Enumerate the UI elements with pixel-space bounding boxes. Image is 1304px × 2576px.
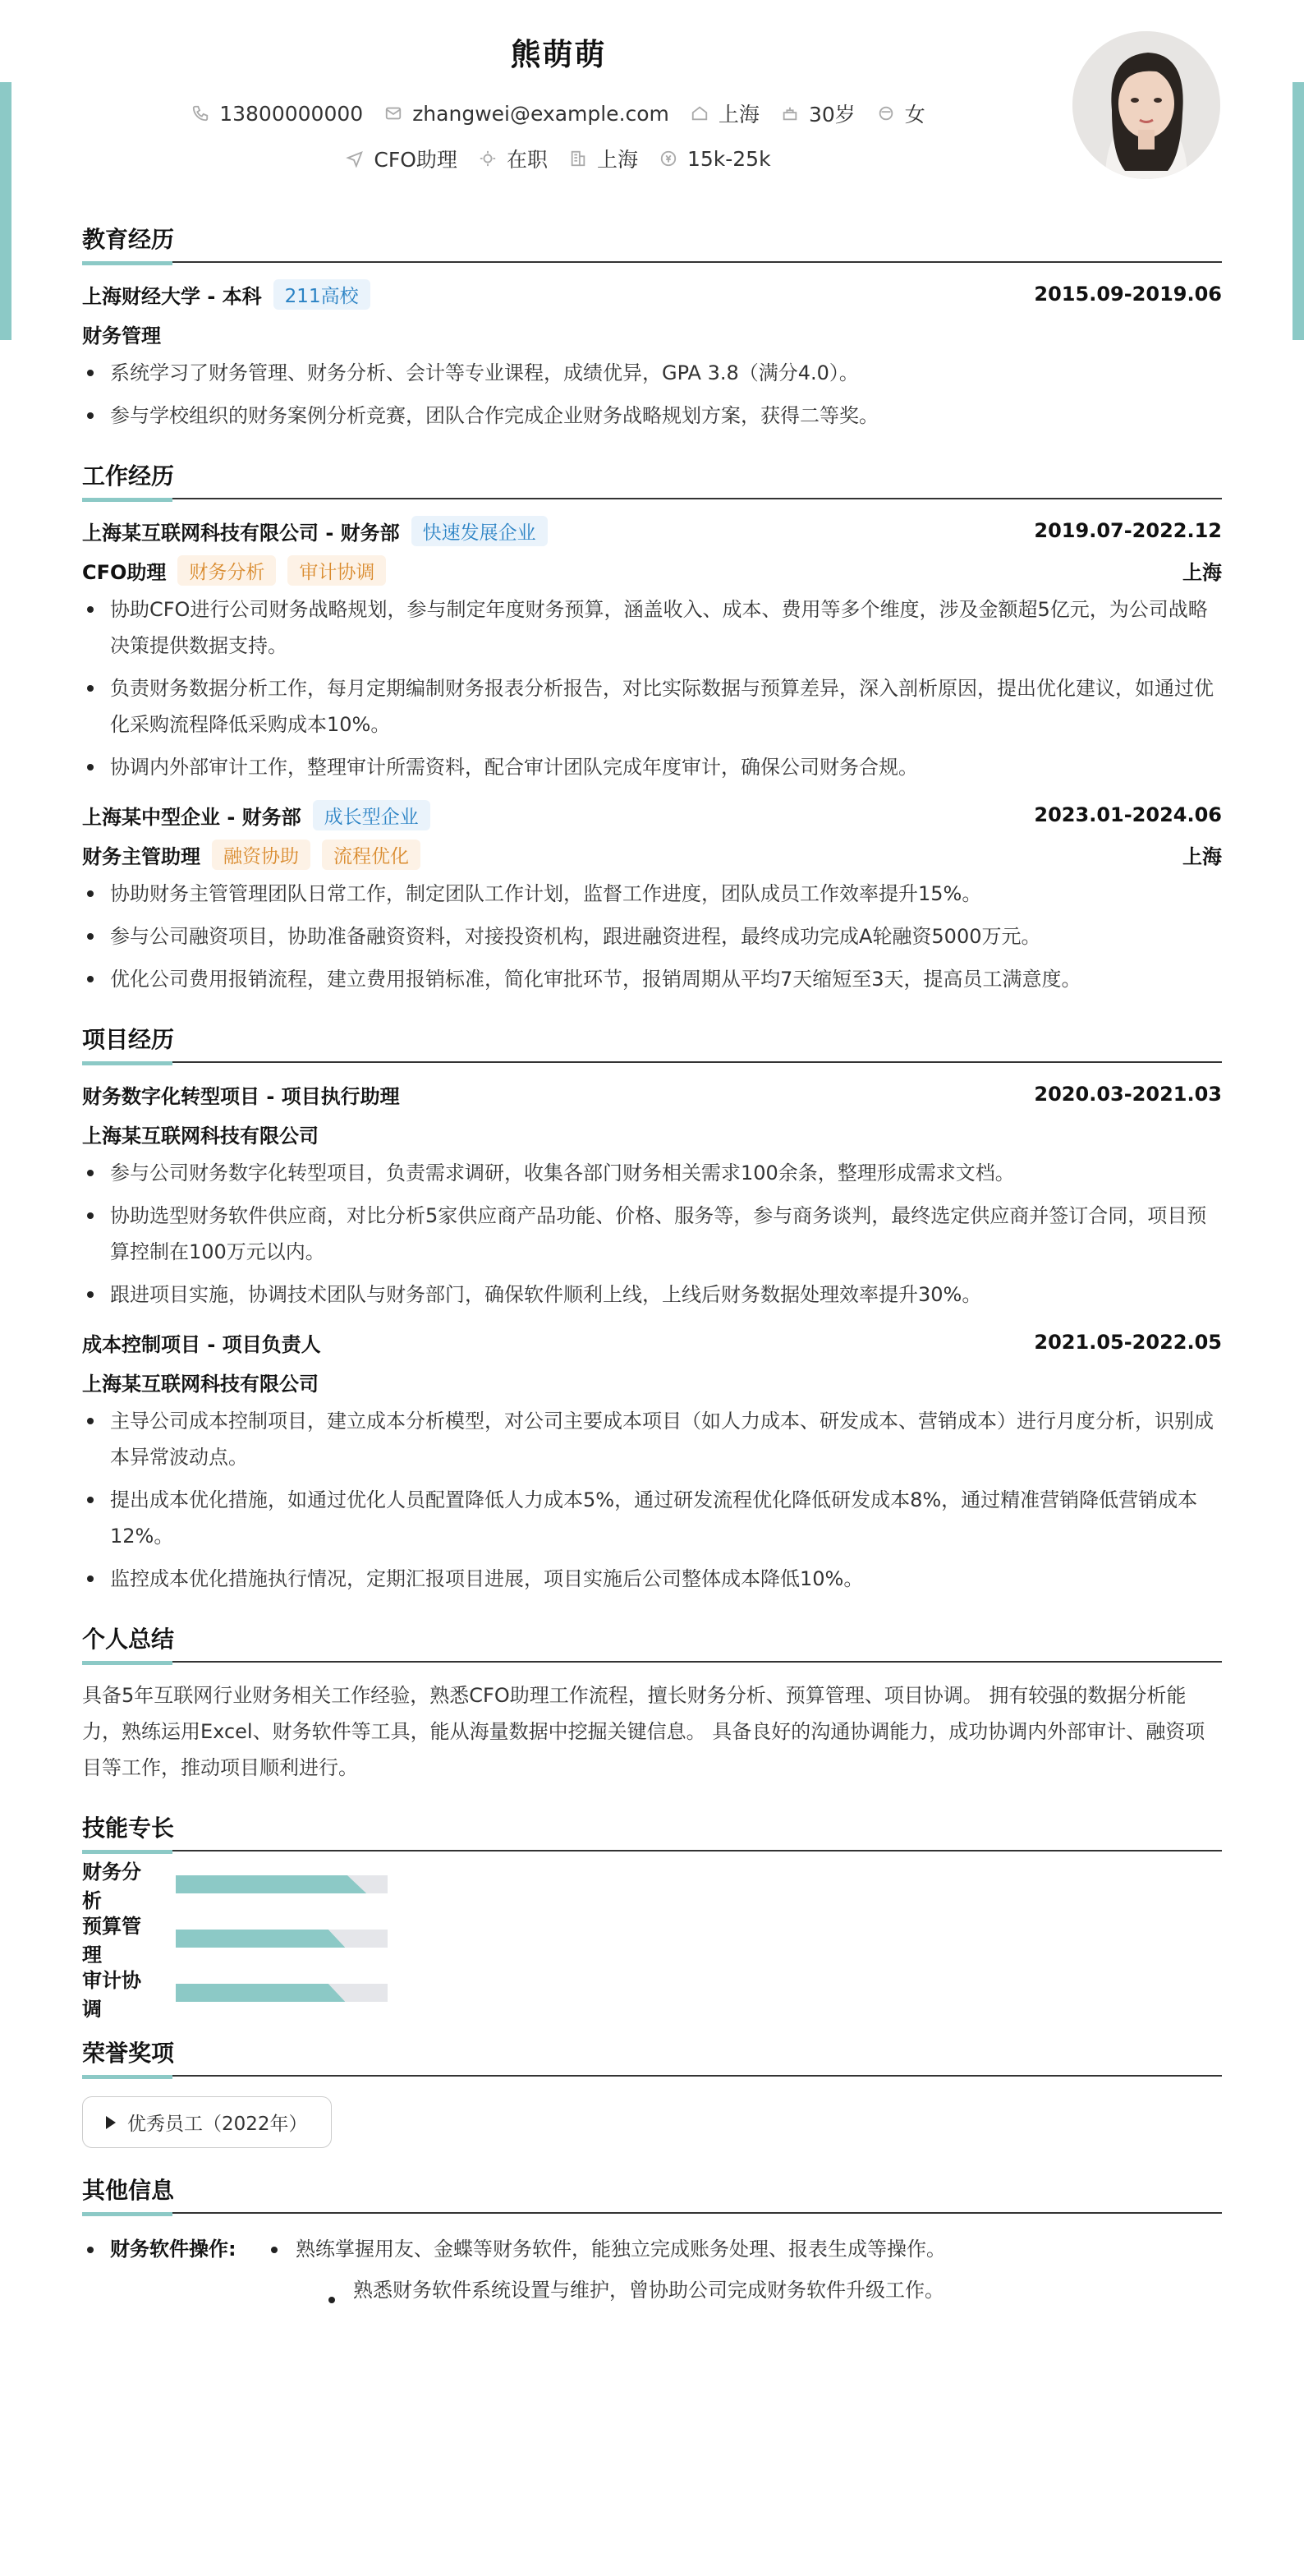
other-row <box>82 2229 1222 2270</box>
contact-row <box>0 99 1117 128</box>
email-text: zhangwei@example.com <box>412 101 669 126</box>
school-name: 上海财经大学 - 本科 <box>82 284 262 308</box>
summary-title: 个人总结 <box>82 1622 1222 1663</box>
resume-content <box>82 222 1222 2335</box>
email-item <box>384 99 669 128</box>
list-item: 优化公司费用报销流程，建立费用报销标准，简化审批环节，报销周期从平均7天缩短至3天，提高员工满意度。 <box>82 961 1222 997</box>
job-role: 财务主管助理 <box>82 844 200 868</box>
skill-name: 财务分析 <box>82 1861 141 1912</box>
skill-fill <box>176 1930 345 1948</box>
job-role: CFO助理 <box>82 560 167 584</box>
job-entry <box>82 798 1222 997</box>
award-label: 优秀员工（2022年） <box>127 2114 308 2135</box>
gender-text: 女 <box>904 103 925 126</box>
job-location: 上海 <box>1182 560 1222 584</box>
age-item <box>781 99 856 128</box>
summary-text: 具备5年互联网行业财务相关工作经验，熟悉CFO助理工作流程，擅长财务分析、预算管理、项目协调。 拥有较强的数据分析能力，熟练运用Excel、财务软件等工具，能从海量数据中挖掘关键信息。 具备良好的沟通协调能力，成功协调内外部审计、融资项目等工作，推动项目顺利进行。 <box>82 1684 1205 1779</box>
target-city-item <box>569 144 638 173</box>
resume-header <box>0 0 1304 197</box>
gender-icon <box>877 104 895 122</box>
awards-section <box>82 2036 1222 2148</box>
gender-item <box>877 99 925 128</box>
candidate-name: 熊萌萌 <box>510 37 607 72</box>
status-text: 在职 <box>506 148 548 172</box>
list-item: 协调内外部审计工作，整理审计所需资料，配合审计团队完成年度审计，确保公司财务合规。 <box>82 749 1222 785</box>
job-date: 2019.07-2022.12 <box>1034 519 1222 542</box>
skill-bar <box>176 1984 388 2002</box>
salary-item <box>659 144 771 173</box>
project-entry <box>82 1078 1222 1313</box>
job-role-row <box>82 838 1222 871</box>
other-info <box>82 2229 1222 2311</box>
skill-name: 审计协调 <box>82 1969 141 2021</box>
sun-icon <box>479 150 497 168</box>
project-header <box>82 1078 1222 1111</box>
list-item: 跟进项目实施，协调技术团队与财务部门，确保软件顺利上线，上线后财务数据处理效率提升30%。 <box>82 1276 1222 1313</box>
other-label: 财务软件操作: <box>110 2238 236 2261</box>
awards-title: 荣誉奖项 <box>82 2036 1222 2077</box>
project-bullets <box>82 1155 1222 1313</box>
city-item <box>691 99 760 128</box>
skill-item <box>82 1861 662 1912</box>
skill-item <box>82 1915 662 1966</box>
other-line: 熟悉财务软件系统设置与维护，曾协助公司完成财务软件升级工作。 <box>328 2279 944 2302</box>
list-item: 协助选型财务软件供应商，对比分析5家供应商产品功能、价格、服务等，参与商务谈判，最终选定供应商并签订合同，项目预算控制在100万元以内。 <box>82 1198 1222 1270</box>
other-title: 其他信息 <box>82 2173 1222 2214</box>
education-section <box>82 222 1222 434</box>
skill-bar <box>176 1930 388 1948</box>
salary-text: 15k-25k <box>686 146 771 171</box>
other-row <box>82 2270 1222 2311</box>
phone-item <box>191 99 363 128</box>
building-icon <box>569 150 587 168</box>
major-name: 财务管理 <box>82 324 161 347</box>
company-tag: 成长型企业 <box>313 800 430 830</box>
project-date: 2021.05-2022.05 <box>1034 1331 1222 1354</box>
other-line: 熟练掌握用友、金蝶等财务软件，能独立完成账务处理、报表生成等操作。 <box>271 2229 946 2270</box>
education-bullets <box>82 355 1222 434</box>
list-item: 负责财务数据分析工作，每月定期编制财务报表分析报告，对比实际数据与预算差异，深入剖析原因，提出优化建议，如通过优化采购流程降低采购成本10%。 <box>82 670 1222 743</box>
list-item: 监控成本优化措施执行情况，定期汇报项目进展，项目实施后公司整体成本降低10%。 <box>82 1561 1222 1597</box>
job-date: 2023.01-2024.06 <box>1034 803 1222 826</box>
job-intent-row <box>0 144 1117 173</box>
skill-item <box>82 1969 662 2021</box>
profile-photo <box>1072 31 1220 179</box>
list-item: 参与学校组织的财务案例分析竞赛，团队合作完成企业财务战略规划方案，获得二等奖。 <box>82 398 1222 434</box>
skill-fill <box>176 1875 366 1893</box>
target-job-item <box>346 144 457 173</box>
list-item: 协助财务主管管理团队日常工作，制定团队工作计划，监督工作进度，团队成员工作效率提升15%。 <box>82 876 1222 912</box>
list-item: 提出成本优化措施，如通过优化人员配置降低人力成本5%，通过研发流程优化降低研发成本8%，通过精准营销降低营销成本12%。 <box>82 1482 1222 1554</box>
target-job-text: CFO助理 <box>374 148 457 172</box>
city-text: 上海 <box>718 103 760 126</box>
project-org: 上海某互联网科技有限公司 <box>82 1124 319 1148</box>
project-header <box>82 1326 1222 1359</box>
education-header <box>82 278 1222 310</box>
other-section <box>82 2173 1222 2311</box>
list-item: 系统学习了财务管理、财务分析、会计等专业课程，成绩优异，GPA 3.8（满分4.0）。 <box>82 355 1222 391</box>
job-location: 上海 <box>1182 844 1222 868</box>
job-role-row <box>82 554 1222 586</box>
education-title: 教育经历 <box>82 222 1222 263</box>
project-entry <box>82 1326 1222 1597</box>
phone-text: 13800000000 <box>219 101 364 126</box>
project-name: 成本控制项目 - 项目负责人 <box>82 1332 321 1356</box>
list-item: 参与公司融资项目，协助准备融资资料，对接投资机构，跟进融资进程，最终成功完成A轮融资5000万元。 <box>82 918 1222 954</box>
role-tag: 流程优化 <box>322 840 420 870</box>
work-title: 工作经历 <box>82 458 1222 499</box>
send-icon <box>346 150 364 168</box>
projects-section <box>82 1022 1222 1597</box>
mail-icon <box>384 104 402 122</box>
school-tag: 211高校 <box>273 279 370 310</box>
skill-fill <box>176 1984 345 2002</box>
cake-icon <box>781 104 799 122</box>
job-header <box>82 514 1222 547</box>
project-name: 财务数字化转型项目 - 项目执行助理 <box>82 1084 400 1108</box>
job-entry <box>82 514 1222 785</box>
project-date: 2020.03-2021.03 <box>1034 1083 1222 1106</box>
skills-title: 技能专长 <box>82 1810 1222 1852</box>
award-item[interactable] <box>82 2096 332 2148</box>
role-tag: 融资协助 <box>212 840 310 870</box>
skill-name: 预算管理 <box>82 1915 141 1966</box>
summary-section <box>82 1622 1222 1786</box>
skills-section <box>82 1810 1222 2021</box>
play-triangle-icon <box>106 2116 116 2129</box>
phone-icon <box>191 104 209 122</box>
work-section <box>82 458 1222 997</box>
list-item: 主导公司成本控制项目，建立成本分析模型，对公司主要成本项目（如人力成本、研发成本、营销成本）进行月度分析，识别成本异常波动点。 <box>82 1403 1222 1475</box>
status-item <box>479 144 548 173</box>
role-tag: 审计协调 <box>287 555 386 586</box>
list-item: 参与公司财务数字化转型项目，负责需求调研，收集各部门财务相关需求100余条，整理形成需求文档。 <box>82 1155 1222 1191</box>
skill-bar <box>176 1875 388 1893</box>
company-name: 上海某中型企业 - 财务部 <box>82 805 301 829</box>
home-icon <box>691 104 709 122</box>
target-city-text: 上海 <box>596 148 638 172</box>
project-org: 上海某互联网科技有限公司 <box>82 1372 319 1396</box>
job-header <box>82 798 1222 831</box>
money-icon <box>659 150 677 168</box>
job-bullets <box>82 591 1222 785</box>
age-text: 30岁 <box>808 103 856 126</box>
projects-title: 项目经历 <box>82 1022 1222 1063</box>
job-bullets <box>82 876 1222 997</box>
project-bullets <box>82 1403 1222 1597</box>
education-date: 2015.09-2019.06 <box>1034 283 1222 306</box>
list-item: 协助CFO进行公司财务战略规划，参与制定年度财务预算，涵盖收入、成本、费用等多个维度，涉及金额超5亿元，为公司战略决策提供数据支持。 <box>82 591 1222 664</box>
company-tag: 快速发展企业 <box>411 516 548 546</box>
company-name: 上海某互联网科技有限公司 - 财务部 <box>82 521 400 545</box>
role-tag: 财务分析 <box>177 555 276 586</box>
skills-list <box>82 1861 1222 2021</box>
